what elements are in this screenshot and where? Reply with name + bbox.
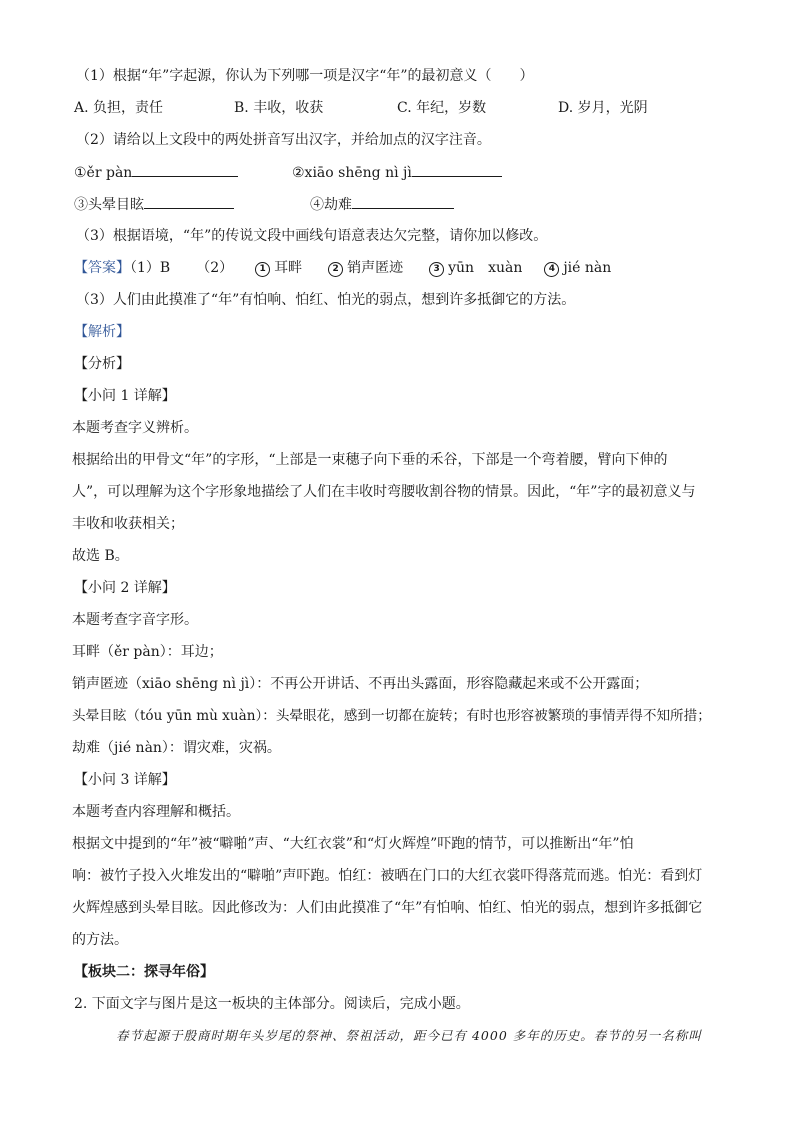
sub1-line: 故选 B。 (72, 548, 129, 564)
answer-item-3: yūn xuàn (448, 260, 523, 276)
option-a: A. 负担，责任 (74, 100, 164, 116)
sub1-line: 根据给出的甲骨文“年”的字形，“上部是一束穗子向下垂的禾谷，下部是一个弯着腰，臂向下伸的 (72, 452, 668, 468)
section2-title: 【板块二：探寻年俗】 (74, 964, 214, 980)
section2-intro: 2. 下面文字与图片是这一板块的主体部分。阅读后，完成小题。 (74, 996, 470, 1012)
fill-item-3 (74, 194, 234, 215)
sub1-title: 【小问 1 详解】 (74, 388, 176, 404)
fenxi-label: 【分析】 (74, 356, 130, 372)
sub2-line: 本题考查字音字形。 (72, 612, 198, 628)
question-1: （1）根据“年”字起源，你认为下列哪一项是汉字“年”的最初意义（ ） (76, 68, 534, 84)
fill-item-3-label: ③头晕目眩 (74, 197, 144, 213)
fill-item-1 (74, 162, 238, 183)
option-d: D. 岁月，光阴 (558, 100, 648, 116)
answer-item-2: 销声匿迹 (347, 260, 404, 276)
sub1-line: 本题考查字义辨析。 (72, 420, 198, 436)
answer-part3: （3）人们由此摸准了“年”有怕响、怕红、怕光的弱点，想到许多抵御它的方法。 (76, 292, 576, 308)
sub3-line: 火辉煌感到头晕目眩。因此修改为：人们由此摸准了“年”有怕响、怕红、怕光的弱点，想到许多抵御它 (72, 900, 703, 916)
answer-blank (412, 162, 502, 177)
question-2: （2）请给以上文段中的两处拼音写出汉字，并给加点的汉字注音。 (76, 132, 491, 148)
sub2-line: 头晕目眩（tóu yūn mù xuàn）：头晕眼花，感到一切都在旋转；有时也形容被繁琐的事情弄得不知所措； (72, 708, 711, 724)
fill-item-2-label: ②xiāo shēng nì jì (292, 165, 412, 181)
fill-item-4-label: ④劫难 (310, 197, 352, 213)
answer-part2: （2） (196, 260, 234, 276)
circled-number-2: 2 (328, 262, 343, 277)
circled-number-4: 4 (544, 262, 559, 277)
fill-item-4 (310, 194, 454, 215)
question-3: （3）根据语境，“年”的传说文段中画线句语意表达欠完整，请你加以修改。 (76, 228, 548, 244)
option-c: C. 年纪，岁数 (397, 100, 487, 116)
fill-item-1-label: ①ěr pàn (74, 165, 133, 181)
answer-blank (144, 194, 234, 209)
circled-number-3: 3 (429, 262, 444, 277)
sub2-line: 销声匿迹（xiāo shēng nì jì）：不再公开讲话、不再出头露面，形容隐藏起来或不公开露面； (72, 676, 649, 692)
answer-blank (352, 194, 454, 209)
circled-number-1: 1 (255, 262, 270, 277)
section2-passage: 春节起源于殷商时期年头岁尾的祭神、祭祖活动，距今已有 4000 多年的历史。春节的另一名称叫 (116, 1028, 702, 1043)
sub2-title: 【小问 2 详解】 (74, 580, 176, 596)
sub1-line: 丰收和收获相关； (72, 516, 184, 532)
sub3-line: 本题考查内容理解和概括。 (72, 804, 240, 820)
option-b: B. 丰收，收获 (234, 100, 324, 116)
analysis-label: 【解析】 (74, 324, 130, 340)
answer-line (74, 258, 611, 278)
sub2-line: 劫难（jié nàn）：谓灾难，灾祸。 (72, 740, 281, 756)
answer-part1: （1）B (130, 260, 171, 276)
sub3-line: 根据文中提到的“年”被“噼啪”声、“大红衣裳”和“灯火辉煌”吓跑的情节，可以推断出“年”怕 (72, 836, 634, 852)
sub2-line: 耳畔（ěr pàn）：耳边； (72, 644, 223, 660)
sub3-line: 的方法。 (72, 932, 128, 948)
answer-item-1: 耳畔 (274, 260, 303, 276)
answer-blank (132, 162, 238, 177)
sub1-line: 人”，可以理解为这个字形象地描绘了人们在丰收时弯腰收割谷物的情景。因此，“年”字的最初意义与 (72, 484, 696, 500)
fill-item-2 (292, 162, 502, 183)
answer-item-4: jié nàn (563, 260, 612, 276)
answer-label: 【答案】 (74, 260, 130, 276)
sub3-title: 【小问 3 详解】 (74, 772, 176, 788)
sub3-line: 响：被竹子投入火堆发出的“噼啪”声吓跑。怕红：被晒在门口的大红衣裳吓得落荒而逃。怕光：看到灯 (72, 868, 703, 884)
